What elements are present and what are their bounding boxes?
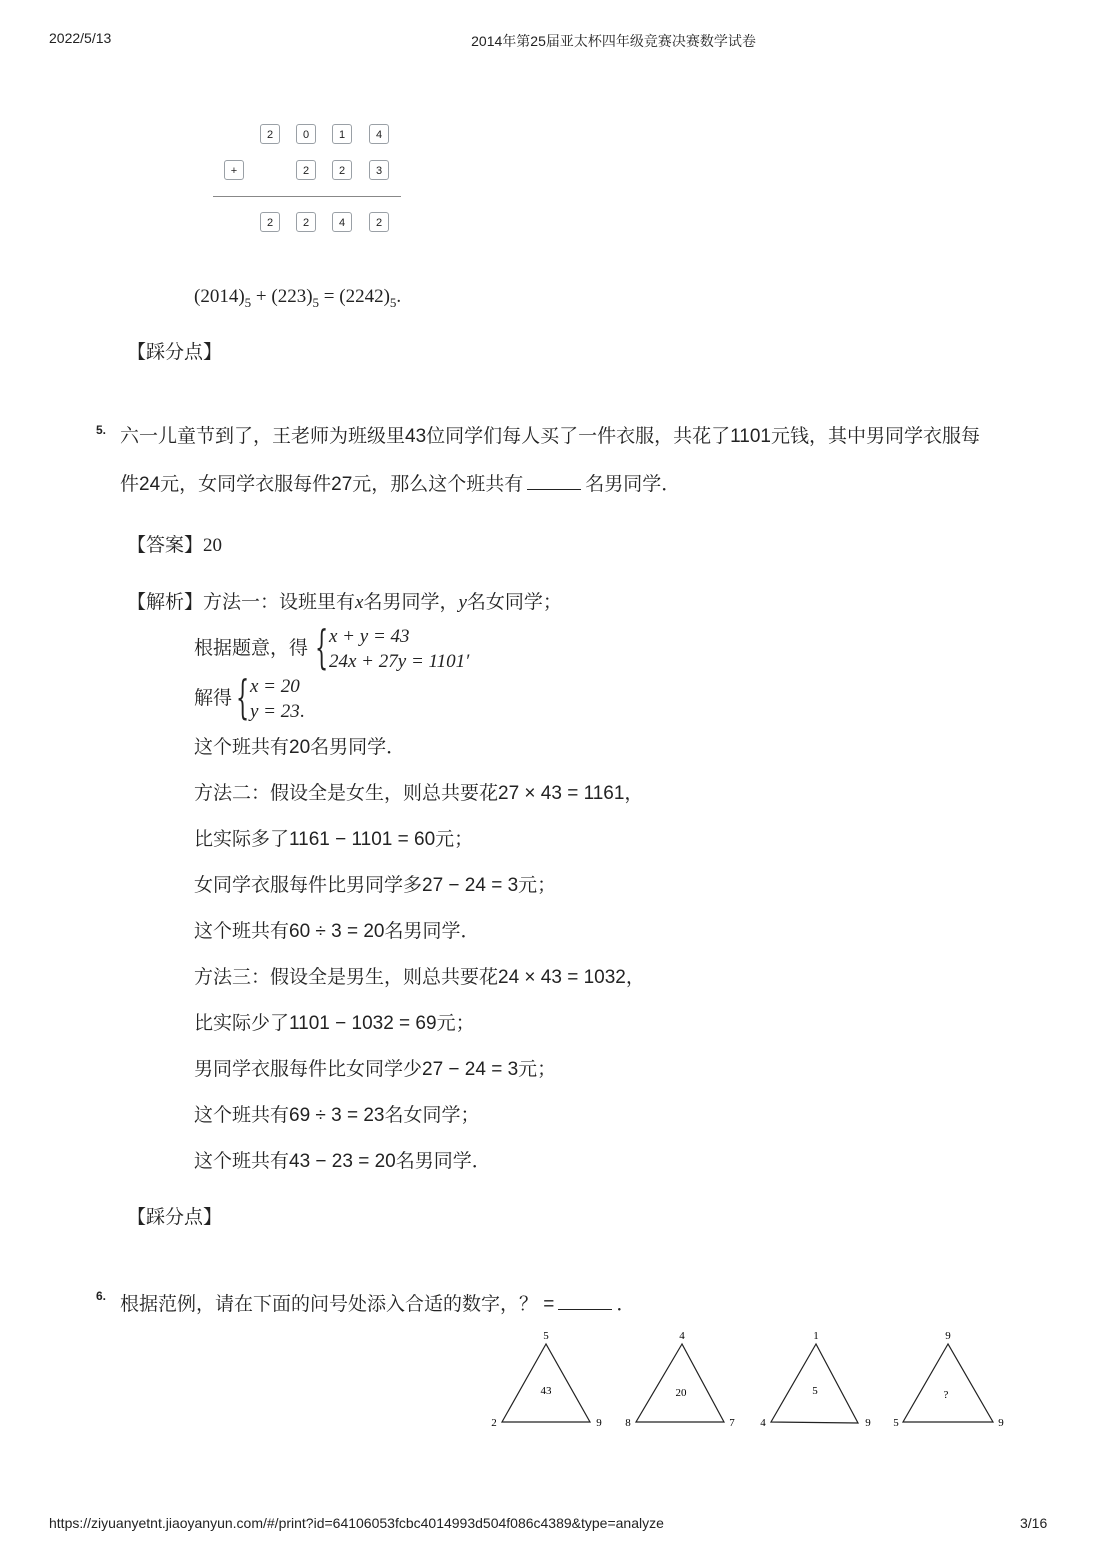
analysis-line: 方法二：假设全是女生，则总共要花27 × 43 = 1161， <box>194 783 644 804</box>
scoring-points-label: 【踩分点】 <box>127 1207 223 1228</box>
analysis-method1: 【解析】方法一：设班里有x名男同学，y名女同学； <box>127 592 562 613</box>
scoring-points-label: 【踩分点】 <box>127 342 223 363</box>
triangle-figure-2 <box>625 1330 735 1429</box>
analysis-line: 女同学衣服每件比男同学多27 − 24 = 3元； <box>194 875 557 896</box>
triangle-figure-1 <box>491 1330 602 1429</box>
question-text: 六一儿童节到了，王老师为班级里43位同学们每人买了一件衣服，共花了1101元钱，其中男同学衣服每 <box>120 426 980 447</box>
brace: { <box>315 620 329 674</box>
analysis-line: 比实际少了1101 − 1032 = 69元； <box>194 1013 475 1034</box>
digit-box: 2 <box>260 212 280 232</box>
triangle-center-number: 43 <box>540 1385 552 1397</box>
analysis-line: 这个班共有43 − 23 = 20名男同学． <box>194 1151 491 1172</box>
digit-box: 2 <box>296 160 316 180</box>
digit-box: 0 <box>296 124 316 144</box>
digit-box: 3 <box>369 160 389 180</box>
triangle-center-number: 5 <box>812 1385 818 1397</box>
triangle-figure-4 <box>893 1330 1004 1429</box>
solve-label: 解得 <box>194 688 233 709</box>
basis-label: 根据题意，得 <box>194 638 309 659</box>
page-number: 3/16 <box>1020 1515 1048 1531</box>
question-number: 6. <box>96 1289 107 1303</box>
question-text: 根据范例，请在下面的问号处添入合适的数字，？ = ． <box>120 1291 635 1317</box>
digit-box: 2 <box>296 212 316 232</box>
answer-blank <box>558 1291 612 1310</box>
triangle-top-number: 9 <box>945 1330 951 1342</box>
plus-box: + <box>224 160 244 180</box>
brace: { <box>236 670 250 724</box>
triangle-right-number: 7 <box>729 1417 735 1429</box>
document-title: 2014年第25届亚太杯四年级竞赛决赛数学试卷 <box>471 33 756 49</box>
analysis-line: 这个班共有60 ÷ 3 = 20名男同学． <box>194 921 480 942</box>
triangle-puzzle <box>480 1322 1020 1437</box>
analysis-line: 男同学衣服每件比女同学少27 − 24 = 3元； <box>194 1059 557 1080</box>
triangle-top-number: 4 <box>679 1330 685 1342</box>
digit-box: 2 <box>369 212 389 232</box>
question-number: 5. <box>96 423 107 437</box>
answer: 【答案】20 <box>127 535 223 556</box>
print-date: 2022/5/13 <box>49 30 112 46</box>
triangle-right-number: 9 <box>998 1417 1004 1429</box>
system-eq: y = 23. <box>250 701 305 722</box>
analysis-line: 这个班共有69 ÷ 3 = 23名女同学； <box>194 1105 480 1126</box>
question-text: 件24元，女同学衣服每件27元，那么这个班共有 名男同学． <box>120 471 680 497</box>
analysis-line: 比实际多了1161 − 1101 = 60元； <box>194 829 474 850</box>
system-eq: x + y = 43 <box>329 626 410 647</box>
digit-box: 4 <box>332 212 352 232</box>
answer-blank <box>527 471 581 490</box>
triangle-left-number: 4 <box>760 1417 766 1429</box>
triangle-figure-3 <box>760 1330 871 1429</box>
triangle-right-number: 9 <box>596 1417 602 1429</box>
analysis-line: 这个班共有20名男同学． <box>194 737 406 758</box>
triangle-left-number: 5 <box>893 1417 899 1429</box>
triangle-center-number: 20 <box>675 1387 687 1399</box>
system-eq: x = 20 <box>250 676 300 697</box>
triangle-left-number: 8 <box>625 1417 631 1429</box>
triangle-top-number: 5 <box>543 1330 549 1342</box>
analysis-line: 方法三：假设全是男生，则总共要花24 × 43 = 1032， <box>194 967 645 988</box>
page-url: https://ziyuanyetnt.jiaoyanyun.com/#/print?id=64106053fcbc4014993d504f086c4389&type=analyze <box>49 1515 664 1531</box>
digit-box: 1 <box>332 124 352 144</box>
triangle-center-number: ? <box>943 1389 949 1401</box>
sum-line <box>213 196 401 197</box>
triangle-right-number: 9 <box>865 1417 871 1429</box>
base5-equation: $(2014)_5 + (223)_5 = (2242)_5$. <box>194 286 402 310</box>
system-eq: 24x + 27y = 1101′ <box>329 651 470 672</box>
digit-box: 4 <box>369 124 389 144</box>
digit-box: 2 <box>260 124 280 144</box>
triangle-top-number: 1 <box>813 1330 819 1342</box>
digit-box: 2 <box>332 160 352 180</box>
triangle-left-number: 2 <box>491 1417 497 1429</box>
